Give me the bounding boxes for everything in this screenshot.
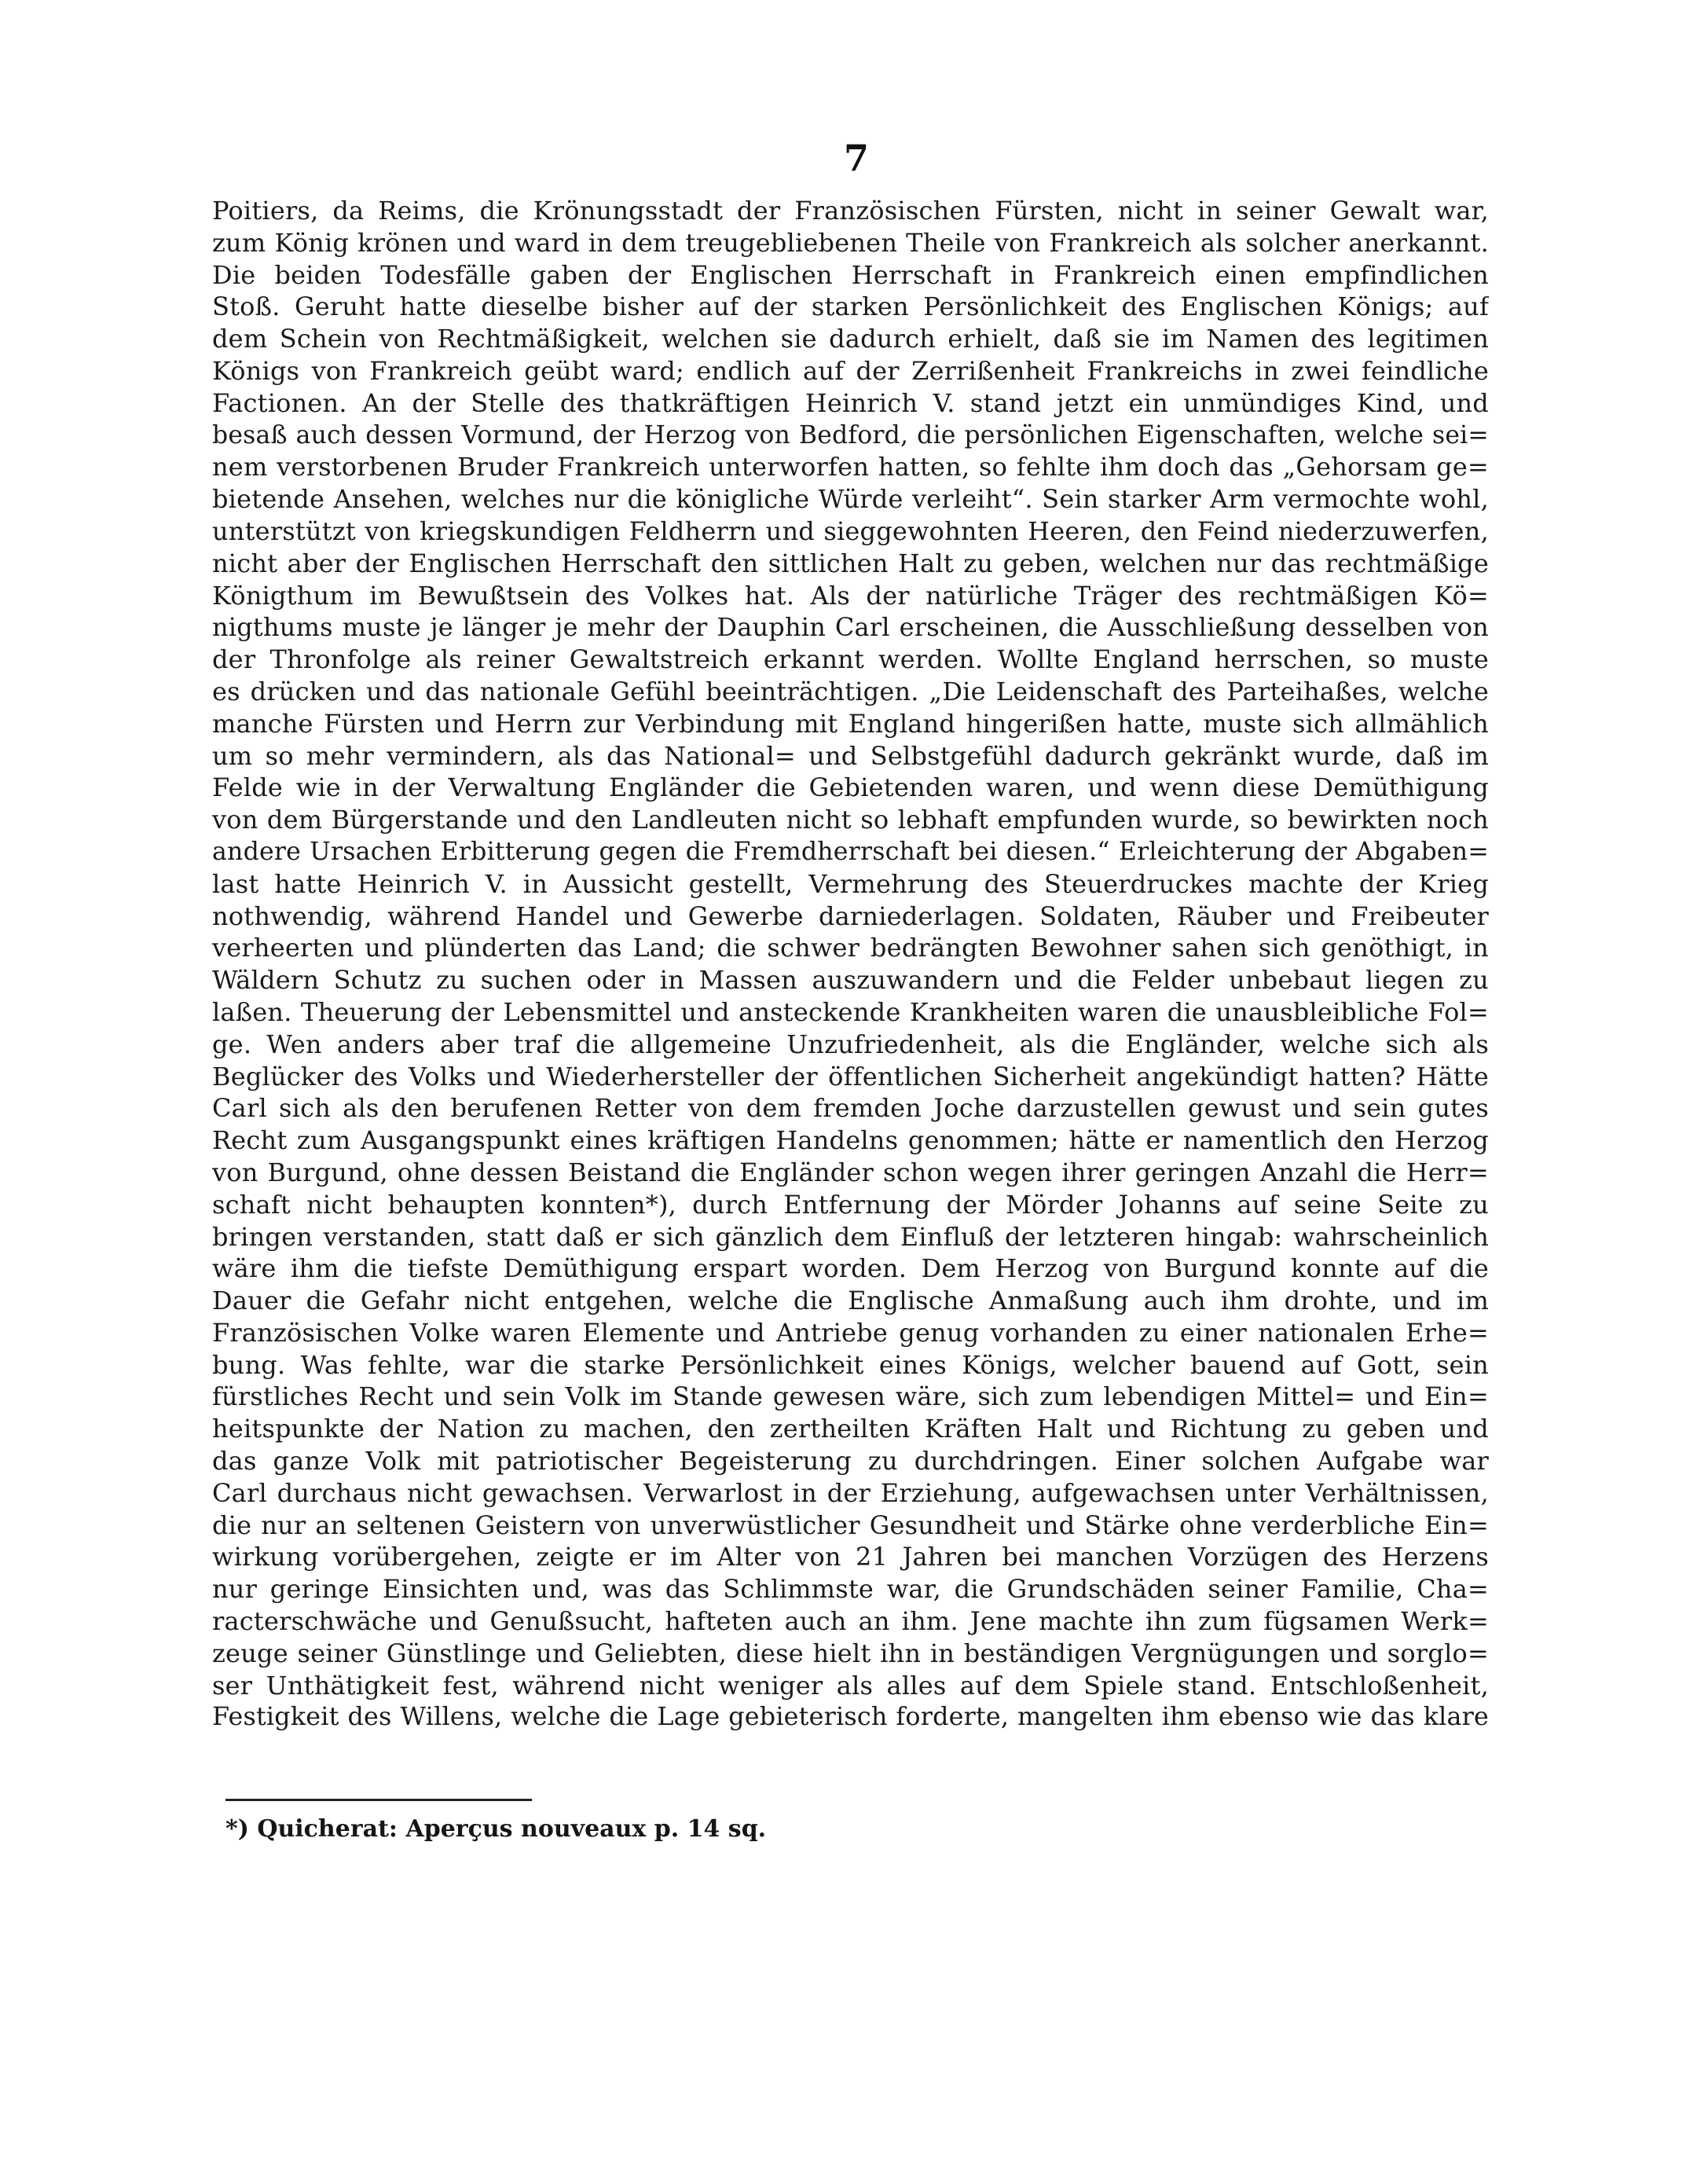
text-line: Carl durchaus nicht gewachsen. Verwarlost in der Erziehung, aufgewachsen unter Verhältnissen,: [212, 1477, 1489, 1508]
text-line: last hatte Heinrich V. in Aussicht gestellt, Vermehrung des Steuerdruckes machte der Krieg: [212, 868, 1489, 899]
text-line: ser Unthätigkeit fest, während nicht weniger als alles auf dem Spiele stand. Entschloßenheit,: [212, 1670, 1489, 1701]
footnote-rule: [225, 1799, 532, 1801]
text-line: bietende Ansehen, welches nur die königliche Würde verleiht“. Sein starker Arm vermochte wohl,: [212, 484, 1489, 515]
text-line: Dauer die Gefahr nicht entgehen, welche die Englische Anmaßung auch ihm drohte, und im: [212, 1286, 1489, 1316]
text-line: fürstliches Recht und sein Volk im Stande gewesen wäre, sich zum lebendigen Mittel= und Ein=: [212, 1381, 1489, 1412]
text-line: unterstützt von kriegskundigen Feldherrn und sieggewohnten Heeren, den Feind niederzuwerfen,: [212, 515, 1489, 546]
text-line: Königs von Frankreich geübt ward; endlich auf der Zerrißenheit Frankreichs in zwei feindliche: [212, 355, 1489, 386]
text-line: Poitiers, da Reims, die Krönungsstadt der Französischen Fürsten, nicht in seiner Gewalt war,: [212, 196, 1489, 226]
text-line: verheerten und plünderten das Land; die schwer bedrängten Bewohner sahen sich genöthigt, in: [212, 933, 1489, 963]
text-line: der Thronfolge als reiner Gewaltstreich erkannt werden. Wollte England herrschen, so muste: [212, 644, 1489, 675]
text-line: Französischen Volke waren Elemente und Antriebe genug vorhanden zu einer nationalen Erhe=: [212, 1317, 1489, 1348]
footnote: *) Quicherat: Aperçus nouveaux p. 14 sq.: [225, 1815, 767, 1843]
text-line: wäre ihm die tiefste Demüthigung erspart worden. Dem Herzog von Burgund konnte auf die: [212, 1253, 1489, 1284]
text-line: bung. Was fehlte, war die starke Persönlichkeit eines Königs, welcher bauend auf Gott, sein: [212, 1349, 1489, 1380]
text-line: die nur an seltenen Geistern von unverwüstlicher Gesundheit und Stärke ohne verderbliche Ein=: [212, 1510, 1489, 1540]
text-line: besaß auch dessen Vormund, der Herzog von Bedford, die persönlichen Eigenschaften, welche sei=: [212, 420, 1489, 449]
text-line: nothwendig, während Handel und Gewerbe darniederlagen. Soldaten, Räuber und Freibeuter: [212, 901, 1489, 931]
text-line: nem verstorbenen Bruder Frankreich unterworfen hatten, so fehlte ihm doch das „Gehorsam ge=: [212, 452, 1489, 482]
page-number: 7: [843, 137, 869, 179]
text-line: Felde wie in der Verwaltung Engländer die Gebietenden waren, und wenn diese Demüthigung: [212, 772, 1489, 803]
text-line: um so mehr vermindern, als das National= und Selbstgefühl dadurch gekränkt wurde, daß im: [212, 740, 1489, 771]
text-line: racterschwäche und Genußsucht, hafteten auch an ihm. Jene machte ihn zum fügsamen Werk=: [212, 1606, 1489, 1637]
text-line: Stoß. Geruht hatte dieselbe bisher auf der starken Persönlichkeit des Englischen Königs; auf: [212, 292, 1489, 322]
text-line: Factionen. An der Stelle des thatkräftigen Heinrich V. stand jetzt ein unmündiges Kind, und: [212, 387, 1489, 418]
text-line: nigthums muste je länger je mehr der Dauphin Carl erscheinen, die Ausschließung desselben von: [212, 612, 1489, 643]
text-line: bringen verstanden, statt daß er sich gänzlich dem Einfluß der letzteren hingab: wahrscheinlich: [212, 1221, 1489, 1252]
text-line: Beglücker des Volks und Wiederhersteller der öffentlichen Sicherheit angekündigt hatten? Hätte: [212, 1061, 1489, 1092]
body-text: [212, 195, 1489, 1734]
text-line: Carl sich als den berufenen Retter von dem fremden Joche darzustellen gewust und sein gutes: [212, 1093, 1489, 1124]
text-line: heitspunkte der Nation zu machen, den zertheilten Kräften Halt und Richtung zu geben und: [212, 1414, 1489, 1444]
text-line: von dem Bürgerstande und den Landleuten nicht so lebhaft empfunden wurde, so bewirkten noch: [212, 805, 1489, 835]
text-line: Wäldern Schutz zu suchen oder in Massen auszuwandern und die Felder unbebaut liegen zu: [212, 965, 1489, 996]
text-line: Königthum im Bewußtsein des Volkes hat. Als der natürliche Träger des rechtmäßigen Kö=: [212, 580, 1489, 611]
text-line: schaft nicht behaupten konnten*), durch Entfernung der Mörder Johanns auf seine Seite zu: [212, 1189, 1489, 1220]
text-line: von Burgund, ohne dessen Beistand die Engländer schon wegen ihrer geringen Anzahl die Herr=: [212, 1157, 1489, 1187]
text-line: andere Ursachen Erbitterung gegen die Fremdherrschaft bei diesen.“ Erleichterung der Abgaben=: [212, 837, 1489, 866]
text-line: dem Schein von Rechtmäßigkeit, welchen sie dadurch erhielt, daß sie im Namen des legitimen: [212, 324, 1489, 354]
text-line: nur geringe Einsichten und, was das Schlimmste war, die Grundschäden seiner Familie, Cha=: [212, 1574, 1489, 1605]
text-line: Recht zum Ausgangspunkt eines kräftigen Handelns genommen; hätte er namentlich den Herzog: [212, 1125, 1489, 1156]
text-line: manche Fürsten und Herrn zur Verbindung mit England hingerißen hatte, muste sich allmählich: [212, 708, 1489, 739]
text-line: laßen. Theuerung der Lebensmittel und ansteckende Krankheiten waren die unausbleibliche Fol=: [212, 996, 1489, 1027]
text-line: zum König krönen und ward in dem treugebliebenen Theile von Frankreich als solcher anerkannt.: [212, 227, 1489, 258]
text-line: Festigkeit des Willens, welche die Lage gebieterisch forderte, mangelten ihm ebenso wie das klare: [212, 1703, 1489, 1732]
text-line: das ganze Volk mit patriotischer Begeisterung zu durchdringen. Einer solchen Aufgabe war: [212, 1446, 1489, 1477]
text-line: ge. Wen anders aber traf die allgemeine Unzufriedenheit, als die Engländer, welche sich als: [212, 1029, 1489, 1059]
text-line: zeuge seiner Günstlinge und Geliebten, diese hielt ihn in beständigen Vergnügungen und sorglo=: [212, 1638, 1489, 1668]
text-line: wirkung vorübergehen, zeigte er im Alter von 21 Jahren bei manchen Vorzügen des Herzens: [212, 1542, 1489, 1572]
text-line: Die beiden Todesfälle gaben der Englischen Herrschaft in Frankreich einen empfindlichen: [212, 259, 1489, 290]
text-line: nicht aber der Englischen Herrschaft den sittlichen Halt zu geben, welchen nur das rechtmäßige: [212, 548, 1489, 578]
text-line: es drücken und das nationale Gefühl beeinträchtigen. „Die Leidenschaft des Parteihaßes, welche: [212, 676, 1489, 706]
